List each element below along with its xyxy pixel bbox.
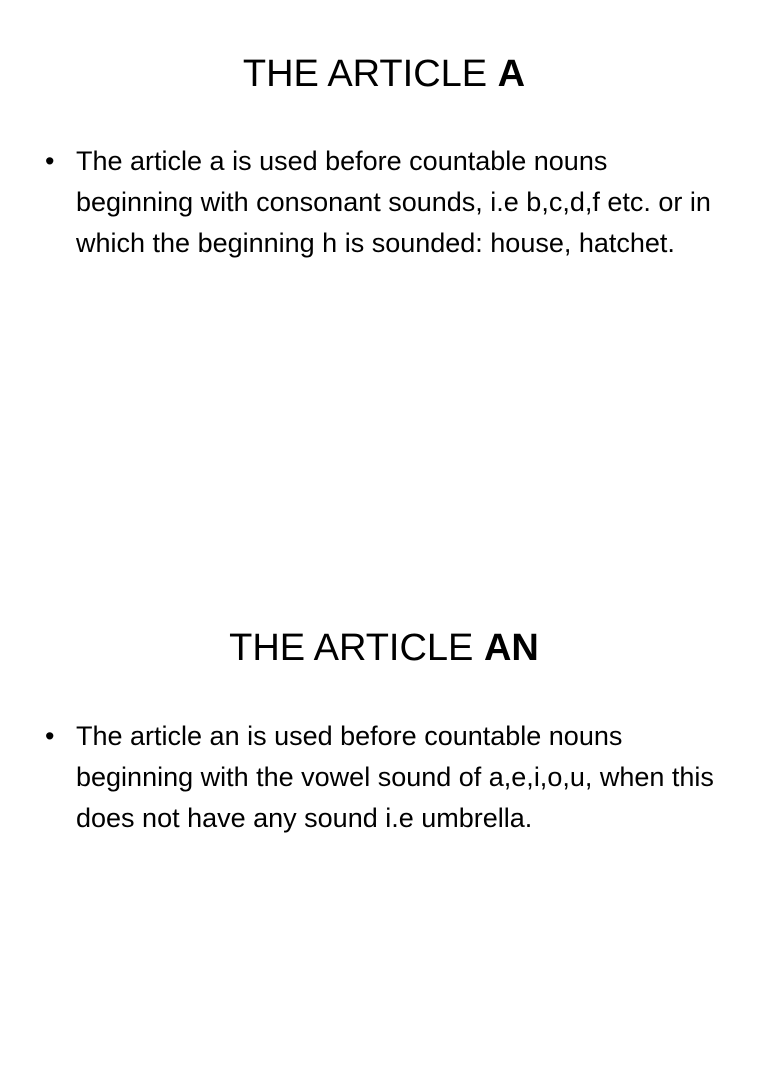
title-emphasis: A xyxy=(497,53,526,95)
bullet-dot-icon: • xyxy=(45,146,55,176)
slide-title xyxy=(0,48,768,100)
bullet-item xyxy=(45,141,725,264)
title-prefix: THE ARTICLE xyxy=(242,53,498,95)
title-emphasis: AN xyxy=(483,627,539,669)
bullet-text: The article a is used before countable nouns beginning with consonant sounds, i.e b,c,d,f etc. or in which the beginning h is sounded: house, hatchet. xyxy=(76,146,711,258)
slide-title xyxy=(0,622,768,674)
bullet-list xyxy=(45,716,725,839)
slide-article-a xyxy=(0,0,768,512)
bullet-text: The article an is used before countable nouns beginning with the vowel sound of a,e,i,o,u, when this does not have any sound i.e umbrella. xyxy=(76,721,714,833)
bullet-item xyxy=(45,716,725,839)
title-prefix: THE ARTICLE xyxy=(229,627,484,669)
bullet-list xyxy=(45,141,725,264)
bullet-dot-icon: • xyxy=(45,721,55,751)
slide-article-an xyxy=(0,575,768,1087)
